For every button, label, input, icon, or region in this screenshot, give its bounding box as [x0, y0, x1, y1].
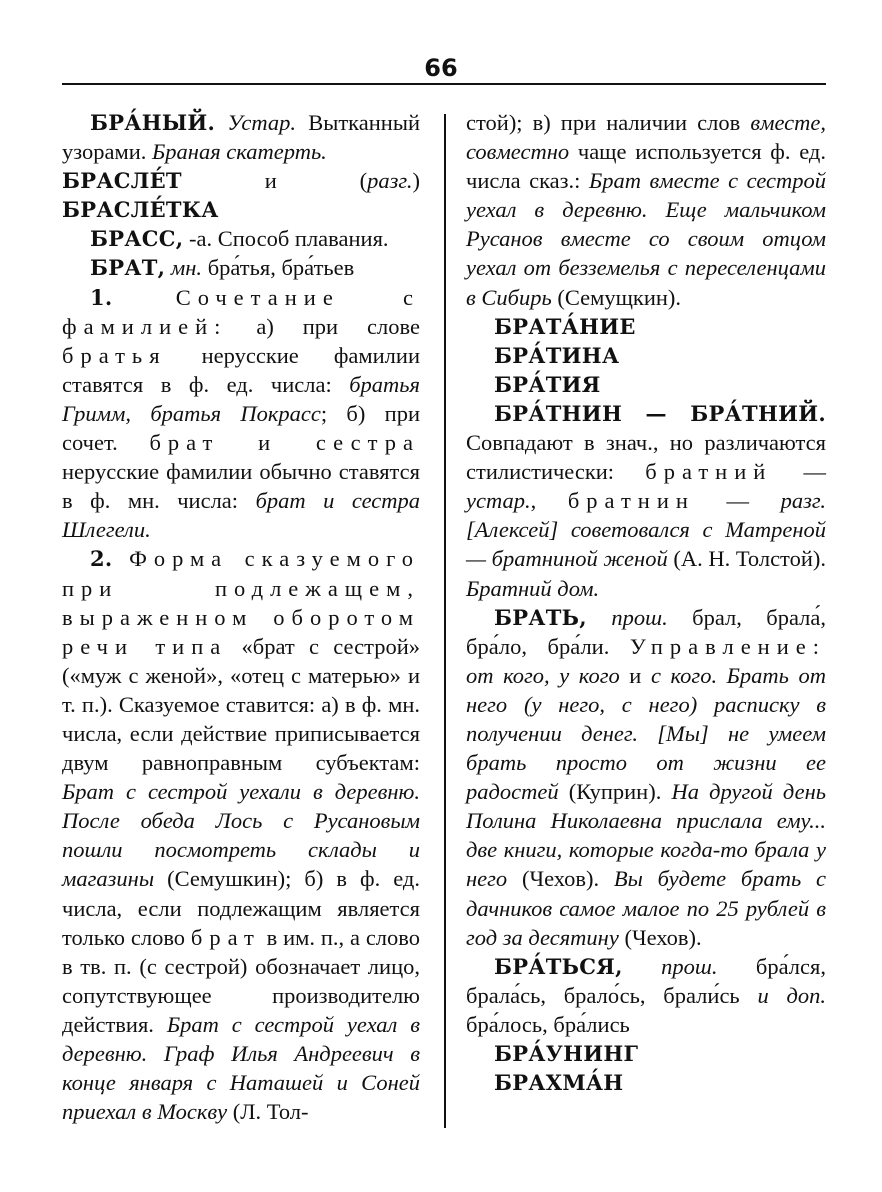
dictionary-entry-branyi [62, 108, 420, 166]
entry-text [587, 605, 611, 630]
entry-text: нерусские фамилии ставятся в ф. ед. числа: [62, 342, 420, 397]
entry-text: и ( [181, 168, 368, 194]
entry-text: (Чехов). [507, 866, 614, 892]
dictionary-entry-bratsya [466, 952, 826, 1039]
entry-text: чаще используется ф. ед. числа сказ.: [466, 139, 826, 194]
dictionary-entry-brat-cont [466, 108, 826, 312]
entry-text: (А. Н. Толстой). [667, 546, 827, 572]
entry-text: -а. Способ плавания. [183, 226, 389, 252]
italic-text: Вы будете брать с дачников самое малое по 25 рублей в год за десятину [466, 866, 826, 950]
italic-text: и доп. [757, 982, 826, 1008]
headword: БРАТ, [90, 255, 166, 281]
italic-text: Брат с сестрой уехали в деревню. После обеда Лось с Русановым пошли посмотреть склады и магазины [62, 779, 420, 892]
dictionary-entry-brass [62, 224, 420, 253]
headword: БРАТЬ, [494, 604, 587, 630]
entry-text: брат [190, 924, 261, 950]
entry-text: брал, брала́, бра́ло, бра́ли. [466, 604, 826, 659]
italic-text: разг. [367, 168, 413, 194]
header-rule [62, 83, 826, 85]
headword: 2. [90, 546, 113, 572]
entry-text: а) при слове [227, 313, 420, 339]
headword: 1. [90, 284, 113, 310]
italic-text: прош. [661, 953, 718, 979]
italic-text: разг. [780, 488, 827, 514]
dictionary-entry-brat-1 [62, 283, 420, 545]
italic-text: Брат вместе с сестрой уехал в деревню. Еще мальчиком Русанов вместе со своим отцом уехал от безземелья с переселенцами в Сибирь [466, 168, 826, 310]
entry-text: (Семушкин); б) в ф. ед. числа, если подлежащим является только слово [62, 866, 420, 950]
italic-text: братья Гримм, братья Покрасс [62, 371, 420, 426]
dictionary-entry-bratiya [466, 370, 826, 399]
entry-text: брат и сестра [149, 430, 420, 456]
dictionary-entry-brauning [466, 1039, 826, 1068]
headword: БРАХМА́Н [494, 1070, 624, 1096]
entry-text: — [694, 488, 781, 514]
left-column [62, 108, 420, 1126]
dictionary-entry-braslet [62, 166, 420, 224]
italic-text: прош. [611, 604, 668, 630]
entry-text [215, 110, 227, 135]
entry-text: братний [645, 459, 773, 485]
headword: БРА́ТИЯ [494, 371, 601, 397]
dictionary-entry-bratina [466, 341, 826, 370]
entry-text: — [772, 459, 826, 485]
headword: БРА́ТИНА [494, 342, 620, 368]
italic-text: брат и сестра Шлегели. [62, 488, 420, 543]
italic-text: вместе, совместно [466, 110, 826, 165]
entry-text: Форма сказуемого при подлежащем, выраженном оборотом речи типа [62, 546, 420, 659]
entry-text [623, 954, 661, 979]
italic-text: мн. [170, 255, 203, 281]
entry-text: Управление: [629, 633, 826, 659]
dictionary-entry-bratanie [466, 312, 826, 341]
headword: БРАСС, [90, 226, 184, 252]
italic-text: Устар. [227, 110, 297, 135]
entry-text: (Л. Тол- [227, 1099, 309, 1125]
headword: БРА́УНИНГ [494, 1041, 639, 1066]
entry-text: в им. п., а слово в тв. п. (с сестрой) обозначает лицо, сопутствующее производителю действия. [62, 924, 421, 1037]
headword: БРАСЛЕ́ТКА [62, 197, 219, 223]
italic-text: Браная скатерть. [152, 139, 327, 165]
entry-text: и [619, 662, 651, 688]
headword: БРАСЛЕ́Т [62, 168, 182, 194]
dictionary-entry-brahman [466, 1068, 826, 1097]
entry-text: бра́тья, бра́тьев [202, 255, 355, 281]
entry-text: братнин [567, 488, 695, 514]
entry-text: нерусские фамилии обычно ставятся в ф. мн. числа: [62, 459, 420, 514]
entry-text: Совпадают в знач., но различаются стилистически: [466, 430, 826, 485]
entry-text: ; б) при сочет. [62, 400, 420, 456]
column-divider [444, 114, 446, 1128]
italic-text: Брат с сестрой уехал в деревню. Граф Илья Андреевич в конце января с Наташей и Соней приехал в Москву [62, 1011, 420, 1125]
entry-text: «брат с сестрой» («муж с женой», «отец с матерью» и т. п.). Сказуемое ставится: а) в ф. мн. числа, если действие приписывается двум равноправным субъектам: [62, 633, 420, 776]
entry-text: Вытканный узорами. [62, 110, 420, 165]
italic-text: Братний дом. [466, 575, 600, 601]
headword: БРА́НЫЙ. [90, 110, 216, 135]
italic-text: На другой день Полина Николаевна прислала ему... две книги, которые когда-то брала у него [466, 779, 826, 892]
headword: БРА́ТНИН — БРА́ТНИЙ. [494, 400, 826, 426]
entry-text: стой); в) при наличии слов [466, 110, 751, 135]
headword: БРАТА́НИЕ [494, 313, 636, 339]
dictionary-entry-brat-2 [62, 544, 420, 1126]
entry-text: (Куприн). [558, 779, 672, 805]
entry-text: братья [62, 342, 167, 368]
entry-text: , [530, 488, 568, 514]
headword: БРА́ТЬСЯ, [494, 953, 623, 979]
entry-text: (Чехов). [618, 924, 702, 950]
right-column [466, 108, 826, 1097]
entry-text: бра́лся, брала́сь, брало́сь, брали́сь [466, 953, 827, 1008]
page-number: 66 [424, 54, 458, 82]
dictionary-entry-bratnin [466, 399, 826, 603]
italic-text: [Алексей] советовался с Матреной — братниной женой [466, 517, 826, 572]
italic-text: устар. [466, 488, 531, 514]
italic-text: от кого, у кого [466, 662, 620, 688]
entry-text: бра́лось, бра́лись [466, 1011, 630, 1037]
entry-text: (Семущкин). [551, 284, 682, 310]
italic-text: с кого. Брать от него (у него, с него) расписку в получении денег. [Мы] не умеем брать просто от жизни ее радостей [466, 662, 826, 805]
dictionary-entry-brat-verb [466, 603, 826, 952]
entry-text: Сочетание с фамилией: [62, 284, 420, 339]
entry-text: ) [412, 168, 420, 194]
dictionary-entry-brat [62, 253, 420, 282]
